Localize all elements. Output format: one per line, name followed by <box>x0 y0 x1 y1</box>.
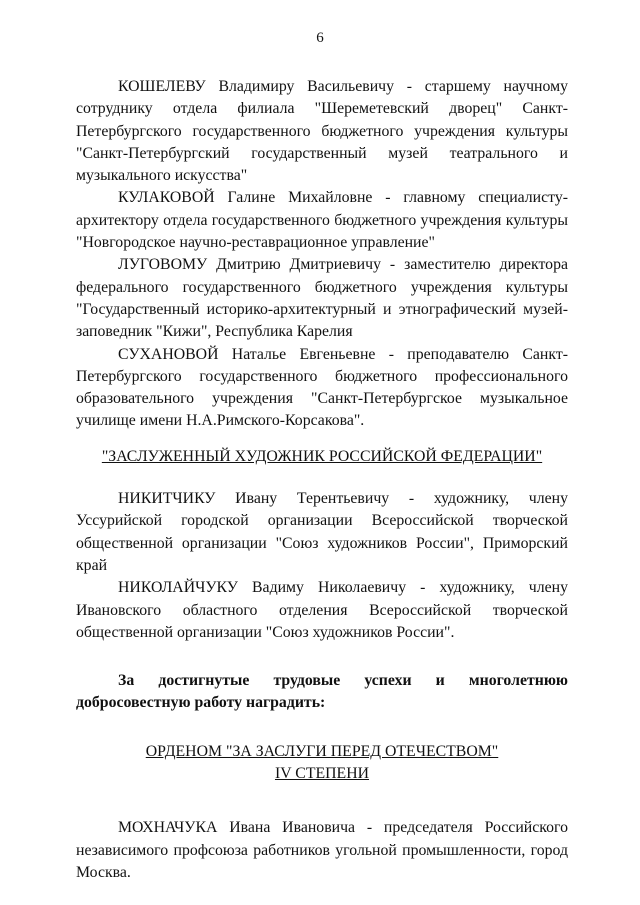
document-body <box>76 76 568 884</box>
page-number: 6 <box>316 30 324 46</box>
award-entry-nikolaychuk: НИКОЛАЙЧУКУ Вадиму Николаевичу - художнику, члену Ивановского областного отделения Всероссийской творческой общественной организации "Союз художников России". <box>76 579 568 641</box>
award-entry-koshelev: КОШЕЛЕВУ Владимиру Васильевичу - старшему научному сотруднику отдела филиала "Шереметевский дворец" Санкт-Петербургского государственного бюджетного учреждения культуры "Санкт-Петербургский государственный музей театрального и музыкального искусства" <box>76 78 568 185</box>
award-entry-kulakova: КУЛАКОВОЙ Галине Михайловне - главному специалисту-архитектору отдела государственного бюджетного учреждения культуры "Новгородское научно-реставрационное управление" <box>76 189 568 252</box>
section-heading-order: ОРДЕНОМ "ЗА ЗАСЛУГИ ПЕРЕД ОТЕЧЕСТВОМ" <box>145 742 499 760</box>
award-entry-sukhanova: СУХАНОВОЙ Наталье Евгеньевне - преподавателю Санкт-Петербургского государственного бюджетного профессионального образовательного учреждения "Санкт-Петербургское музыкальное училище имени Н.А.Римского-Корсакова". <box>76 345 568 430</box>
award-entry-lugovoy: ЛУГОВОМУ Дмитрию Дмитриевичу - заместителю директора федерального государственного бюджетного учреждения культуры "Государственный историко-архитектурный и этнографический музей-заповедник "Кижи", Республика Карелия <box>76 256 568 341</box>
section-heading-order-degree: IV СТЕПЕНИ <box>274 765 370 783</box>
award-entry-mokhnachuk: МОХНАЧУКА Ивана Ивановича - председателя Российского независимого профсоюза работников угольной промышленности, город Москва. <box>76 819 568 881</box>
award-intro: За достигнутые трудовые успехи и многолетнюю добросовестную работу наградить: <box>76 672 568 712</box>
section-heading-honored-artist: "ЗАСЛУЖЕННЫЙ ХУДОЖНИК РОССИЙСКОЙ ФЕДЕРАЦИИ" <box>101 447 543 465</box>
award-entry-nikitchik: НИКИТЧИКУ Ивану Терентьевичу - художнику, члену Уссурийской городской организации Всероссийской творческой общественной организации "Союз художников России", Приморский край <box>76 490 568 574</box>
